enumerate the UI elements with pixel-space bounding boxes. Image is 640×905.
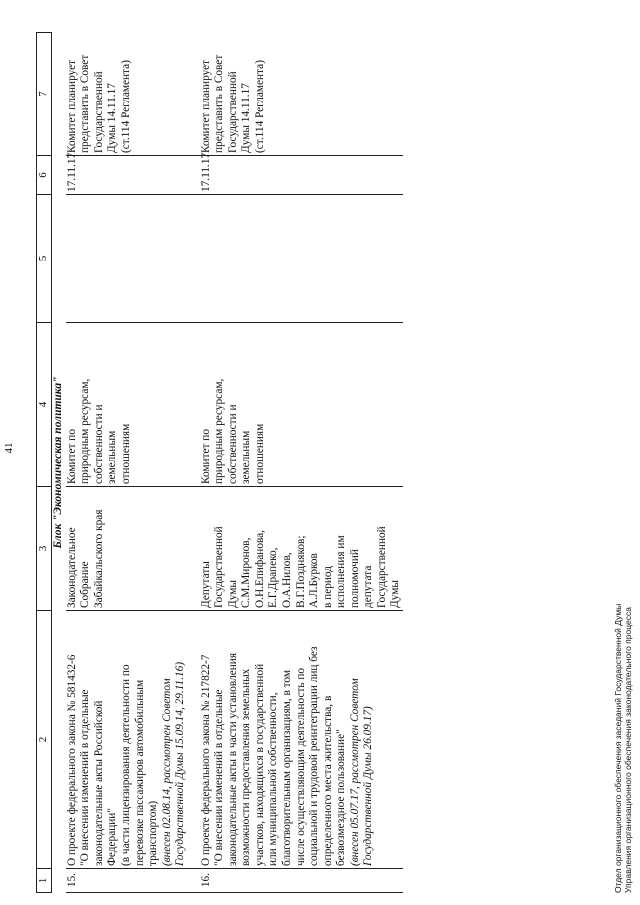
committee-line: природным ресурсам, bbox=[79, 378, 92, 484]
committee bbox=[200, 323, 403, 487]
bill-title-line: законодательные акты Российской bbox=[92, 700, 105, 866]
bill-title-line: О проекте федерального закона № 217822-7 bbox=[199, 654, 212, 866]
initiator-line: Государственной bbox=[213, 526, 226, 608]
column-5-cell bbox=[200, 195, 403, 323]
initiator-line: Думы bbox=[226, 580, 239, 608]
row-number: 15. bbox=[66, 869, 188, 893]
date-cell: 17.11.17 bbox=[66, 156, 188, 195]
status-line: Думы 14.11.17 bbox=[106, 83, 119, 153]
status-line: (ст.114 Регламента) bbox=[119, 60, 132, 153]
bill-title-note-line: (внесен 02.08.14, рассмотрен Советом bbox=[160, 678, 173, 866]
row-spacer bbox=[188, 33, 200, 893]
committee-line: Комитет по bbox=[65, 428, 78, 484]
initiator-line: Депутаты bbox=[199, 561, 212, 608]
committee-line: земельным bbox=[106, 430, 119, 484]
initiator bbox=[66, 487, 188, 611]
initiator-line: исполнения им bbox=[335, 535, 348, 608]
column-header-7: 7 bbox=[37, 33, 52, 156]
column-header-2: 2 bbox=[37, 611, 52, 869]
bill-title-line: числе осуществляющим деятельность по bbox=[294, 667, 307, 866]
initiator-line: полномочий bbox=[348, 549, 361, 608]
status-line: Комитет планирует bbox=[199, 59, 212, 153]
bill-title-line: перевозке пассажиров автомобильным bbox=[133, 679, 146, 866]
bill-title-line: (в части лицензирования деятельности по bbox=[119, 664, 132, 866]
spacer-cell bbox=[188, 323, 200, 487]
initiator-line: Собрание bbox=[79, 561, 92, 608]
bill-title-line: законодательные акты в части установления bbox=[226, 652, 239, 866]
initiator-line: Государственной bbox=[375, 526, 388, 608]
bill-title-note-line: Государственной Думы 26.09.17) bbox=[362, 706, 375, 866]
committee-line: собственности и bbox=[226, 404, 239, 484]
section-title: Блок "Экономическая политика" bbox=[52, 376, 64, 549]
initiator-line: В.Г.Поздняков; bbox=[294, 535, 307, 608]
initiator-line: О.А.Нилов, bbox=[281, 552, 293, 608]
status bbox=[66, 33, 188, 156]
status-line: Комитет планирует bbox=[65, 59, 78, 153]
status-line: представить в Совет bbox=[79, 54, 92, 153]
page-number: 41 bbox=[3, 442, 15, 454]
committee-line: природным ресурсам, bbox=[213, 378, 226, 484]
status-line: Государственной bbox=[92, 71, 105, 153]
initiator-line: Е.Г.Драпеко, bbox=[267, 547, 280, 608]
table-row bbox=[200, 33, 403, 893]
spacer-cell bbox=[188, 611, 200, 869]
initiator-line: О.Н.Епифанова, bbox=[253, 529, 266, 608]
initiator-line: Законодательное bbox=[65, 527, 78, 608]
status-line: представить в Совет bbox=[213, 54, 226, 153]
bill-title-line: О проекте федерального закона № 581432-6 bbox=[65, 654, 78, 866]
bill-title-line: определенного места жительства, в bbox=[321, 695, 334, 866]
committee-line: отношениям bbox=[119, 423, 132, 484]
committee-line: Комитет по bbox=[199, 428, 212, 484]
footer-line: Управления организационного обеспечения законодательного процесса bbox=[622, 607, 633, 893]
initiator-line: А.Л.Бурков bbox=[308, 553, 321, 608]
column-header-4: 4 bbox=[37, 323, 52, 487]
bill-title-line: Федерации" bbox=[106, 808, 119, 866]
committee-line: земельным bbox=[240, 430, 253, 484]
footer bbox=[614, 604, 634, 893]
spacer-cell bbox=[188, 33, 200, 156]
bill-title bbox=[66, 611, 188, 869]
bill-title-line: социальной и трудовой реинтеграции лиц без bbox=[308, 646, 321, 866]
bill-title-line: возможности предоставления земельных bbox=[240, 668, 253, 866]
bill-title bbox=[200, 611, 403, 869]
column-header-3: 3 bbox=[37, 487, 52, 611]
column-header-5: 5 bbox=[37, 195, 52, 323]
spacer-cell bbox=[188, 195, 200, 323]
spacer-cell bbox=[188, 156, 200, 195]
initiator-line: депутата bbox=[362, 565, 375, 608]
section-title-row bbox=[52, 33, 66, 893]
initiator-line: Думы bbox=[389, 580, 402, 608]
column-header-1: 1 bbox=[37, 869, 52, 893]
bill-title-note-line: (внесен 05.07.17, рассмотрен Советом bbox=[348, 678, 361, 866]
bill-title-line: участков, находящихся в государственной bbox=[253, 663, 266, 866]
status bbox=[200, 33, 403, 156]
initiator-line: в период bbox=[321, 566, 334, 608]
status-line: Думы 14.11.17 bbox=[240, 83, 253, 153]
spacer-cell bbox=[188, 487, 200, 611]
committee-line: отношениям bbox=[253, 423, 266, 484]
bill-title-line: благотворительным организациям, в том bbox=[281, 670, 293, 866]
agenda-table bbox=[36, 32, 403, 893]
column-5-cell bbox=[66, 195, 188, 323]
bill-title-line: безвозмездное пользование" bbox=[335, 729, 348, 866]
status-line: Государственной bbox=[226, 71, 239, 153]
spacer-cell bbox=[188, 869, 200, 893]
bill-title-line: "О внесении изменений в отдельные bbox=[79, 689, 92, 866]
status-line: (ст.114 Регламента) bbox=[253, 60, 266, 153]
row-number: 16. bbox=[200, 869, 403, 893]
initiator-line: С.М.Миронов, bbox=[240, 537, 253, 608]
initiator bbox=[200, 487, 403, 611]
committee-line: собственности и bbox=[92, 404, 105, 484]
bill-title-line: транспортом) bbox=[147, 800, 160, 866]
bill-title-line: "О внесении изменений в отдельные bbox=[213, 689, 226, 866]
bill-title-note-line: Государственной Думы 15.09.14, 29.11.16) bbox=[174, 661, 187, 866]
column-number-header bbox=[37, 33, 52, 893]
committee bbox=[66, 323, 188, 487]
table-row bbox=[66, 33, 188, 893]
footer-line: Отдел организационного обеспечения заседаний Государственной Думы bbox=[613, 603, 623, 893]
initiator-line: Забайкальского края bbox=[92, 509, 105, 608]
bill-title-line: или муниципальной собственности, bbox=[267, 692, 280, 866]
column-header-6: 6 bbox=[37, 156, 52, 195]
date-cell: 17.11.17 bbox=[200, 156, 403, 195]
